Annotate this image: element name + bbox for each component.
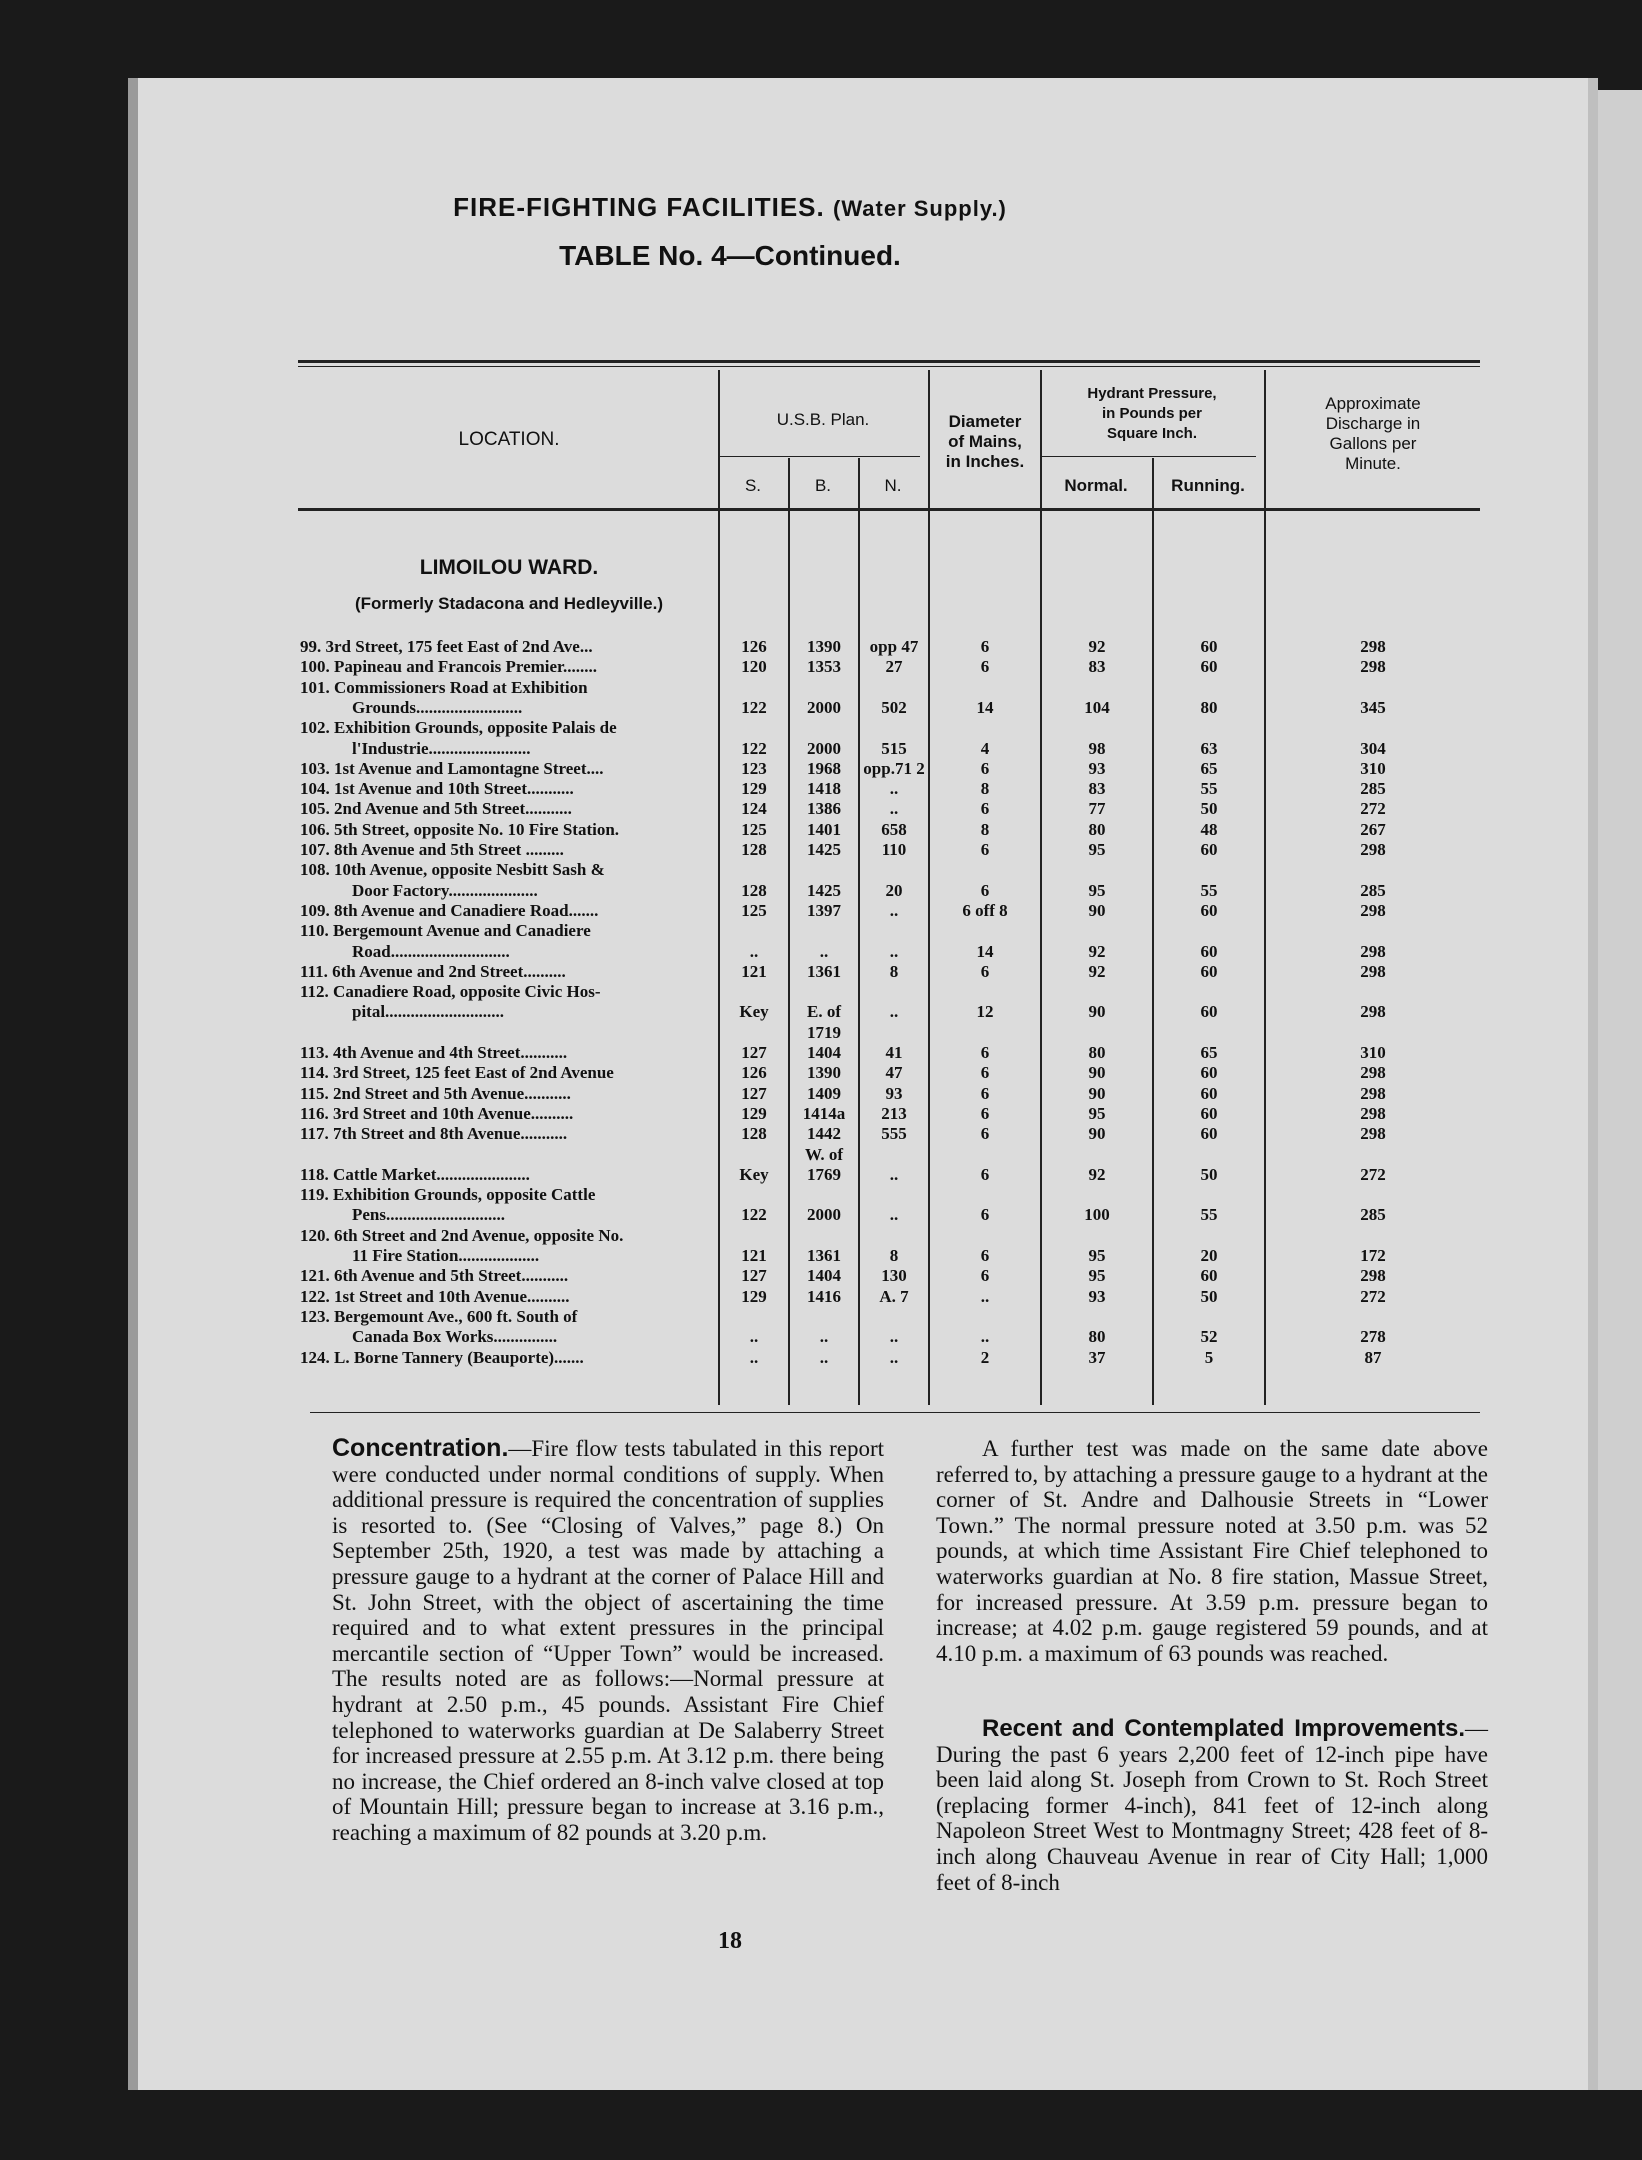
location-cell: 115. 2nd Street and 5th Avenue........... [300, 1083, 571, 1103]
normal-cell: 95 [1088, 1103, 1106, 1123]
n-cell: 47 [885, 1063, 903, 1083]
n-cell: 213 [881, 1103, 907, 1123]
gpm-cell: 272 [1360, 1164, 1386, 1184]
b-cell: 1353 [807, 657, 841, 677]
b-cell: 1414a [802, 1103, 846, 1123]
n-cell: .. [889, 779, 899, 799]
table-top-rule [298, 360, 1480, 363]
dia-cell: 6 [980, 758, 990, 778]
s-cell: 127 [741, 1043, 767, 1062]
header-b: B. [814, 476, 832, 495]
s-cell: 129 [741, 1286, 767, 1306]
gpm-cell: 267 [1360, 819, 1386, 839]
s-cell: 124 [741, 799, 767, 819]
gpm-cell: 285 [1360, 880, 1386, 900]
normal-cell: 92 [1088, 961, 1106, 981]
b-cell: 1409 [807, 1083, 841, 1103]
n-cell: opp 47 [869, 637, 919, 656]
running-cell: 60 [1200, 1083, 1218, 1103]
s-cell: .. [749, 941, 759, 961]
running-cell: 5 [1204, 1347, 1214, 1367]
location-cell: 114. 3rd Street, 125 feet East of 2nd Avenue [300, 1063, 614, 1083]
concentration-paragraph [332, 1436, 884, 1846]
normal-cell: 80 [1088, 1043, 1106, 1062]
improvements-heading: Recent and Contemplated Improvements. [982, 1715, 1465, 1742]
gpm-cell: 298 [1360, 840, 1386, 859]
b-cell: 2000 [807, 1205, 841, 1225]
gpm-cell: 278 [1360, 1327, 1386, 1347]
location-cell: Road............................ [352, 941, 510, 961]
b-cell-continuation: 1719 [807, 1022, 841, 1042]
running-cell: 60 [1200, 1103, 1218, 1123]
dia-cell: 6 [980, 880, 990, 900]
title-suffix: (Water Supply.) [833, 196, 1007, 221]
dia-cell: .. [980, 1327, 990, 1347]
header-s: S. [744, 476, 762, 495]
location-cell: 11 Fire Station................... [352, 1246, 540, 1265]
running-cell: 65 [1200, 1043, 1218, 1062]
gpm-cell: 298 [1360, 1103, 1386, 1123]
improvements-paragraph [936, 1716, 1488, 1895]
s-cell: 127 [741, 1083, 767, 1103]
dia-cell: 12 [976, 1002, 994, 1022]
concentration-heading: Concentration. [332, 1434, 509, 1462]
b-cell: .. [819, 941, 829, 961]
n-cell: 27 [885, 657, 903, 677]
location-cell: 120. 6th Street and 2nd Avenue, opposite No. [300, 1225, 624, 1245]
header-discharge [1266, 394, 1480, 474]
location-cell: 99. 3rd Street, 175 feet East of 2nd Ave... [300, 637, 593, 656]
improvements-text: —During the past 6 years 2,200 feet of 12-inch pipe have been laid along St. Joseph from Crown to St. Roch Street (replacing former 4-inch), 841 feet of 12-inch along Napoleon Street West to Montmagny Street; 428 feet of 8-inch along Chauveau Avenue in rear of City Hall; 1,000 feet of 8-inch [936, 1716, 1488, 1895]
header-usb-plan: U.S.B. Plan. [776, 410, 870, 429]
normal-cell: 93 [1088, 1286, 1106, 1306]
s-cell: 126 [741, 637, 767, 656]
location-cell: 101. Commissioners Road at Exhibition [300, 677, 588, 697]
header-hydrant-line: Square Inch. [1106, 425, 1198, 442]
b-cell: 2000 [807, 738, 841, 758]
location-cell: 112. Canadiere Road, opposite Civic Hos- [300, 982, 601, 1002]
gpm-cell: 298 [1360, 637, 1386, 656]
normal-cell: 95 [1088, 880, 1106, 900]
b-cell: 2000 [807, 697, 841, 717]
location-cell: Pens............................ [352, 1205, 505, 1225]
page-title [0, 192, 1460, 223]
s-cell: Key [739, 1164, 769, 1184]
gpm-cell: 298 [1360, 900, 1386, 920]
normal-cell: 80 [1088, 1327, 1106, 1347]
page-edge [1588, 78, 1598, 2090]
table-top-rule-thin [298, 366, 1480, 367]
table-bottom-rule [310, 1412, 1480, 1413]
header-bottom-rule [298, 508, 1480, 511]
dia-cell: 6 [980, 657, 990, 677]
dia-cell: 8 [980, 779, 990, 799]
b-cell: 1425 [807, 840, 841, 859]
s-cell: 125 [741, 900, 767, 920]
n-cell: .. [889, 1002, 899, 1022]
running-cell: 60 [1200, 1124, 1218, 1144]
location-cell: 118. Cattle Market...................... [300, 1164, 530, 1184]
header-discharge-line: Approximate [1325, 394, 1421, 413]
n-cell: .. [889, 1164, 899, 1184]
n-cell: 515 [881, 738, 907, 758]
ward-former-names: (Formerly Stadacona and Hedleyville.) [355, 594, 663, 613]
location-cell: pital............................ [352, 1002, 505, 1022]
title-main: FIRE-FIGHTING FACILITIES. [453, 192, 825, 222]
normal-cell: 90 [1088, 1063, 1106, 1083]
location-cell: 107. 8th Avenue and 5th Street ......... [300, 840, 564, 859]
n-cell: 658 [881, 819, 907, 839]
header-discharge-line: Minute. [1345, 454, 1401, 473]
gpm-cell: 272 [1360, 799, 1386, 819]
b-cell: 1386 [807, 799, 841, 819]
normal-cell: 95 [1088, 840, 1106, 859]
dia-cell: 6 [980, 637, 990, 656]
n-cell: 502 [881, 697, 907, 717]
n-cell: .. [889, 1347, 899, 1367]
dia-cell: 6 [980, 799, 990, 819]
b-cell: 1404 [807, 1043, 841, 1062]
running-cell: 55 [1200, 880, 1218, 900]
b-cell: 1425 [807, 880, 841, 900]
dia-cell: 6 [980, 1266, 990, 1286]
page-number: 18 [718, 1928, 742, 1954]
dia-cell: 6 [980, 1043, 990, 1062]
location-cell: 119. Exhibition Grounds, opposite Cattle [300, 1185, 596, 1205]
gpm-cell: 298 [1360, 657, 1386, 677]
dia-cell: 6 off 8 [962, 900, 1008, 920]
normal-cell: 83 [1088, 779, 1106, 799]
running-cell: 60 [1200, 941, 1218, 961]
normal-cell: 95 [1088, 1266, 1106, 1286]
location-cell: 103. 1st Avenue and Lamontagne Street.... [300, 758, 604, 778]
b-cell: 1416 [807, 1286, 841, 1306]
b-cell: 1401 [807, 819, 841, 839]
header-discharge-line: Gallons per [1329, 434, 1417, 453]
normal-cell: 92 [1088, 1164, 1106, 1184]
header-hydrant [1040, 384, 1264, 444]
n-cell: 110 [881, 840, 907, 859]
normal-cell: 95 [1088, 1246, 1106, 1265]
location-cell: 124. L. Borne Tannery (Beauporte)....... [300, 1347, 584, 1367]
running-cell: 60 [1200, 840, 1218, 859]
location-cell: 122. 1st Street and 10th Avenue.......... [300, 1286, 570, 1306]
running-cell: 63 [1200, 738, 1218, 758]
b-cell: .. [819, 1347, 829, 1367]
s-cell: 126 [741, 1063, 767, 1083]
normal-cell: 37 [1088, 1347, 1106, 1367]
facing-page [1598, 90, 1642, 2090]
running-cell: 55 [1200, 779, 1218, 799]
b-cell-continuation: W. of [804, 1144, 844, 1164]
s-cell: .. [749, 1347, 759, 1367]
dia-cell: 8 [980, 819, 990, 839]
normal-cell: 100 [1084, 1205, 1110, 1225]
normal-cell: 104 [1084, 697, 1110, 717]
s-cell: 128 [741, 840, 767, 859]
location-cell: 104. 1st Avenue and 10th Street........... [300, 779, 574, 799]
s-cell: 122 [741, 738, 767, 758]
gpm-cell: 310 [1360, 758, 1386, 778]
gpm-cell: 298 [1360, 1124, 1386, 1144]
b-cell: 1404 [807, 1266, 841, 1286]
usb-sub-rule [718, 456, 920, 457]
gpm-cell: 298 [1360, 1063, 1386, 1083]
gpm-cell: 298 [1360, 1266, 1386, 1286]
dia-cell: 6 [980, 1164, 990, 1184]
header-hydrant-line: Hydrant Pressure, [1087, 385, 1217, 402]
normal-cell: 92 [1088, 637, 1106, 656]
gpm-cell: 298 [1360, 941, 1386, 961]
running-cell: 50 [1200, 1286, 1218, 1306]
gpm-cell: 172 [1360, 1246, 1386, 1265]
running-cell: 48 [1200, 819, 1218, 839]
gpm-cell: 272 [1360, 1286, 1386, 1306]
running-cell: 60 [1200, 1266, 1218, 1286]
n-cell: .. [889, 900, 899, 920]
header-diameter [930, 412, 1040, 472]
n-cell: 8 [889, 961, 899, 981]
s-cell: 129 [741, 779, 767, 799]
gpm-cell: 298 [1360, 1083, 1386, 1103]
location-cell: 108. 10th Avenue, opposite Nesbitt Sash & [300, 860, 605, 880]
header-diameter-line: Diameter [948, 412, 1022, 431]
s-cell: 128 [741, 1124, 767, 1144]
running-cell: 60 [1200, 637, 1218, 656]
location-cell: 116. 3rd Street and 10th Avenue.......... [300, 1103, 574, 1123]
s-cell: 129 [741, 1103, 767, 1123]
running-cell: 60 [1200, 1002, 1218, 1022]
concentration-text: —Fire flow tests tabulated in this report were conducted under normal conditions of supply. When additional pressure is required the concentration of supplies is resorted to. (See “Closing of Valves,” page 8.) On September 25th, 1920, a test was made by attaching a pressure gauge to a hydrant at the corner of Palace Hill and St. John Street, with the object of ascertaining the time required and to what extent pressures in the principal mercantile section of “Upper Town” would be increased. The results noted are as follows:—Normal pressure at hydrant at 2.50 p.m., 45 pounds. Assistant Fire Chief telephoned to waterworks guardian at De Salaberry Street for increased pressure at 2.55 p.m. At 3.12 p.m. there being no increase, the Chief ordered an 8-inch valve closed at top of Mountain Hill; pressure began to increase at 3.16 p.m., reaching a maximum of 82 pounds at 3.20 p.m. [332, 1436, 884, 1845]
normal-cell: 90 [1088, 900, 1106, 920]
running-cell: 50 [1200, 799, 1218, 819]
s-cell: 125 [741, 819, 767, 839]
s-cell: 123 [741, 758, 767, 778]
normal-cell: 93 [1088, 758, 1106, 778]
running-cell: 60 [1200, 961, 1218, 981]
s-cell: 122 [741, 1205, 767, 1225]
dia-cell: 6 [980, 840, 990, 859]
gpm-cell: 285 [1360, 1205, 1386, 1225]
hydrant-sub-rule [1040, 456, 1256, 457]
normal-cell: 80 [1088, 819, 1106, 839]
running-cell: 50 [1200, 1164, 1218, 1184]
gpm-cell: 87 [1364, 1347, 1382, 1367]
n-cell: .. [889, 799, 899, 819]
running-cell: 65 [1200, 758, 1218, 778]
ward-name: LIMOILOU WARD. [419, 556, 599, 579]
dia-cell: 14 [976, 697, 994, 717]
normal-cell: 92 [1088, 941, 1106, 961]
location-cell: 105. 2nd Avenue and 5th Street........... [300, 799, 572, 819]
b-cell: 1390 [807, 1063, 841, 1083]
running-cell: 60 [1200, 657, 1218, 677]
b-cell: 1769 [807, 1164, 841, 1184]
b-cell: 1361 [807, 961, 841, 981]
s-cell: 121 [741, 1246, 767, 1265]
header-normal: Normal. [1064, 476, 1128, 495]
s-cell: 120 [741, 657, 767, 677]
location-cell: 123. Bergemount Ave., 600 ft. South of [300, 1306, 578, 1326]
n-cell: 93 [885, 1083, 903, 1103]
header-diameter-line: in Inches. [945, 452, 1025, 471]
gpm-cell: 285 [1360, 779, 1386, 799]
gpm-cell: 298 [1360, 1002, 1386, 1022]
s-cell: 121 [741, 961, 767, 981]
normal-cell: 77 [1088, 799, 1106, 819]
dia-cell: 6 [980, 1063, 990, 1083]
location-cell: Door Factory..................... [352, 880, 538, 900]
n-cell: 555 [881, 1124, 907, 1144]
running-cell: 60 [1200, 900, 1218, 920]
location-cell: 109. 8th Avenue and Canadiere Road....... [300, 900, 599, 920]
gpm-cell: 345 [1360, 697, 1386, 717]
location-cell: 111. 6th Avenue and 2nd Street.......... [300, 961, 566, 981]
dia-cell: 6 [980, 1103, 990, 1123]
s-cell: 127 [741, 1266, 767, 1286]
s-cell: 128 [741, 880, 767, 900]
dia-cell: 6 [980, 1246, 990, 1265]
b-cell: 1968 [807, 758, 841, 778]
header-running: Running. [1171, 476, 1245, 495]
running-cell: 20 [1200, 1246, 1218, 1265]
dia-cell: 2 [980, 1347, 990, 1367]
n-cell: .. [889, 941, 899, 961]
location-cell: 117. 7th Street and 8th Avenue........... [300, 1124, 568, 1144]
n-cell: .. [889, 1327, 899, 1347]
b-cell: 1361 [807, 1246, 841, 1265]
header-diameter-line: of Mains, [948, 432, 1022, 451]
n-cell: 130 [881, 1266, 907, 1286]
location-cell: 100. Papineau and Francois Premier........ [300, 657, 598, 677]
table-title: TABLE No. 4—Continued. [559, 240, 901, 271]
dia-cell: 6 [980, 1124, 990, 1144]
gpm-cell: 304 [1360, 738, 1386, 758]
dia-cell: 6 [980, 961, 990, 981]
dia-cell: .. [980, 1286, 990, 1306]
dia-cell: 4 [980, 738, 990, 758]
n-cell: A. 7 [879, 1286, 909, 1306]
location-cell: Grounds......................... [352, 697, 523, 717]
b-cell: 1418 [807, 779, 841, 799]
further-test-paragraph: A further test was made on the same date above referred to, by attaching a pressure gauge to a hydrant at the corner of St. Andre and Dalhousie Streets in “Lower Town.” The normal pressure noted at 3.50 p.m. was 52 pounds, at which time Assistant Fire Chief telephoned to waterworks guardian at No. 8 fire station, Massue Street, for increased pressure. At 3.59 p.m. pressure began to increase; at 4.02 p.m. gauge registered 59 pounds, and at 4.10 p.m. a maximum of 63 pounds was reached. [936, 1436, 1488, 1666]
gpm-cell: 298 [1360, 961, 1386, 981]
b-cell: 1397 [807, 900, 841, 920]
normal-cell: 90 [1088, 1124, 1106, 1144]
s-cell: .. [749, 1327, 759, 1347]
running-cell: 60 [1200, 1063, 1218, 1083]
header-n: N. [884, 476, 902, 495]
b-cell: 1442 [807, 1124, 841, 1144]
n-cell: .. [889, 1205, 899, 1225]
normal-cell: 90 [1088, 1002, 1106, 1022]
running-cell: 55 [1200, 1205, 1218, 1225]
dia-cell: 6 [980, 1083, 990, 1103]
running-cell: 80 [1200, 697, 1218, 717]
s-cell: Key [739, 1002, 769, 1022]
b-cell: .. [819, 1327, 829, 1347]
b-cell: 1390 [807, 637, 841, 656]
s-cell: 122 [741, 697, 767, 717]
n-cell: 41 [885, 1043, 903, 1062]
header-hydrant-line: in Pounds per [1101, 405, 1202, 422]
gpm-cell: 310 [1360, 1043, 1386, 1062]
n-cell: 8 [889, 1246, 899, 1265]
n-cell: opp.71 2 [863, 758, 925, 778]
normal-cell: 90 [1088, 1083, 1106, 1103]
location-cell: 121. 6th Avenue and 5th Street........... [300, 1266, 569, 1286]
header-location: LOCATION. [458, 429, 560, 450]
normal-cell: 83 [1088, 657, 1106, 677]
n-cell: 20 [885, 880, 903, 900]
location-cell: 113. 4th Avenue and 4th Street........... [300, 1043, 568, 1062]
running-cell: 52 [1200, 1327, 1218, 1347]
location-cell: Canada Box Works............... [352, 1327, 558, 1347]
location-cell: 110. Bergemount Avenue and Canadiere [300, 921, 591, 941]
b-cell: E. of [807, 1002, 841, 1022]
header-discharge-line: Discharge in [1325, 414, 1421, 433]
dia-cell: 6 [980, 1205, 990, 1225]
location-cell: 102. Exhibition Grounds, opposite Palais de [300, 718, 617, 738]
normal-cell: 98 [1088, 738, 1106, 758]
location-cell: 106. 5th Street, opposite No. 10 Fire Station. [300, 819, 620, 839]
location-cell: l'Industrie........................ [352, 738, 531, 758]
dia-cell: 14 [976, 941, 994, 961]
